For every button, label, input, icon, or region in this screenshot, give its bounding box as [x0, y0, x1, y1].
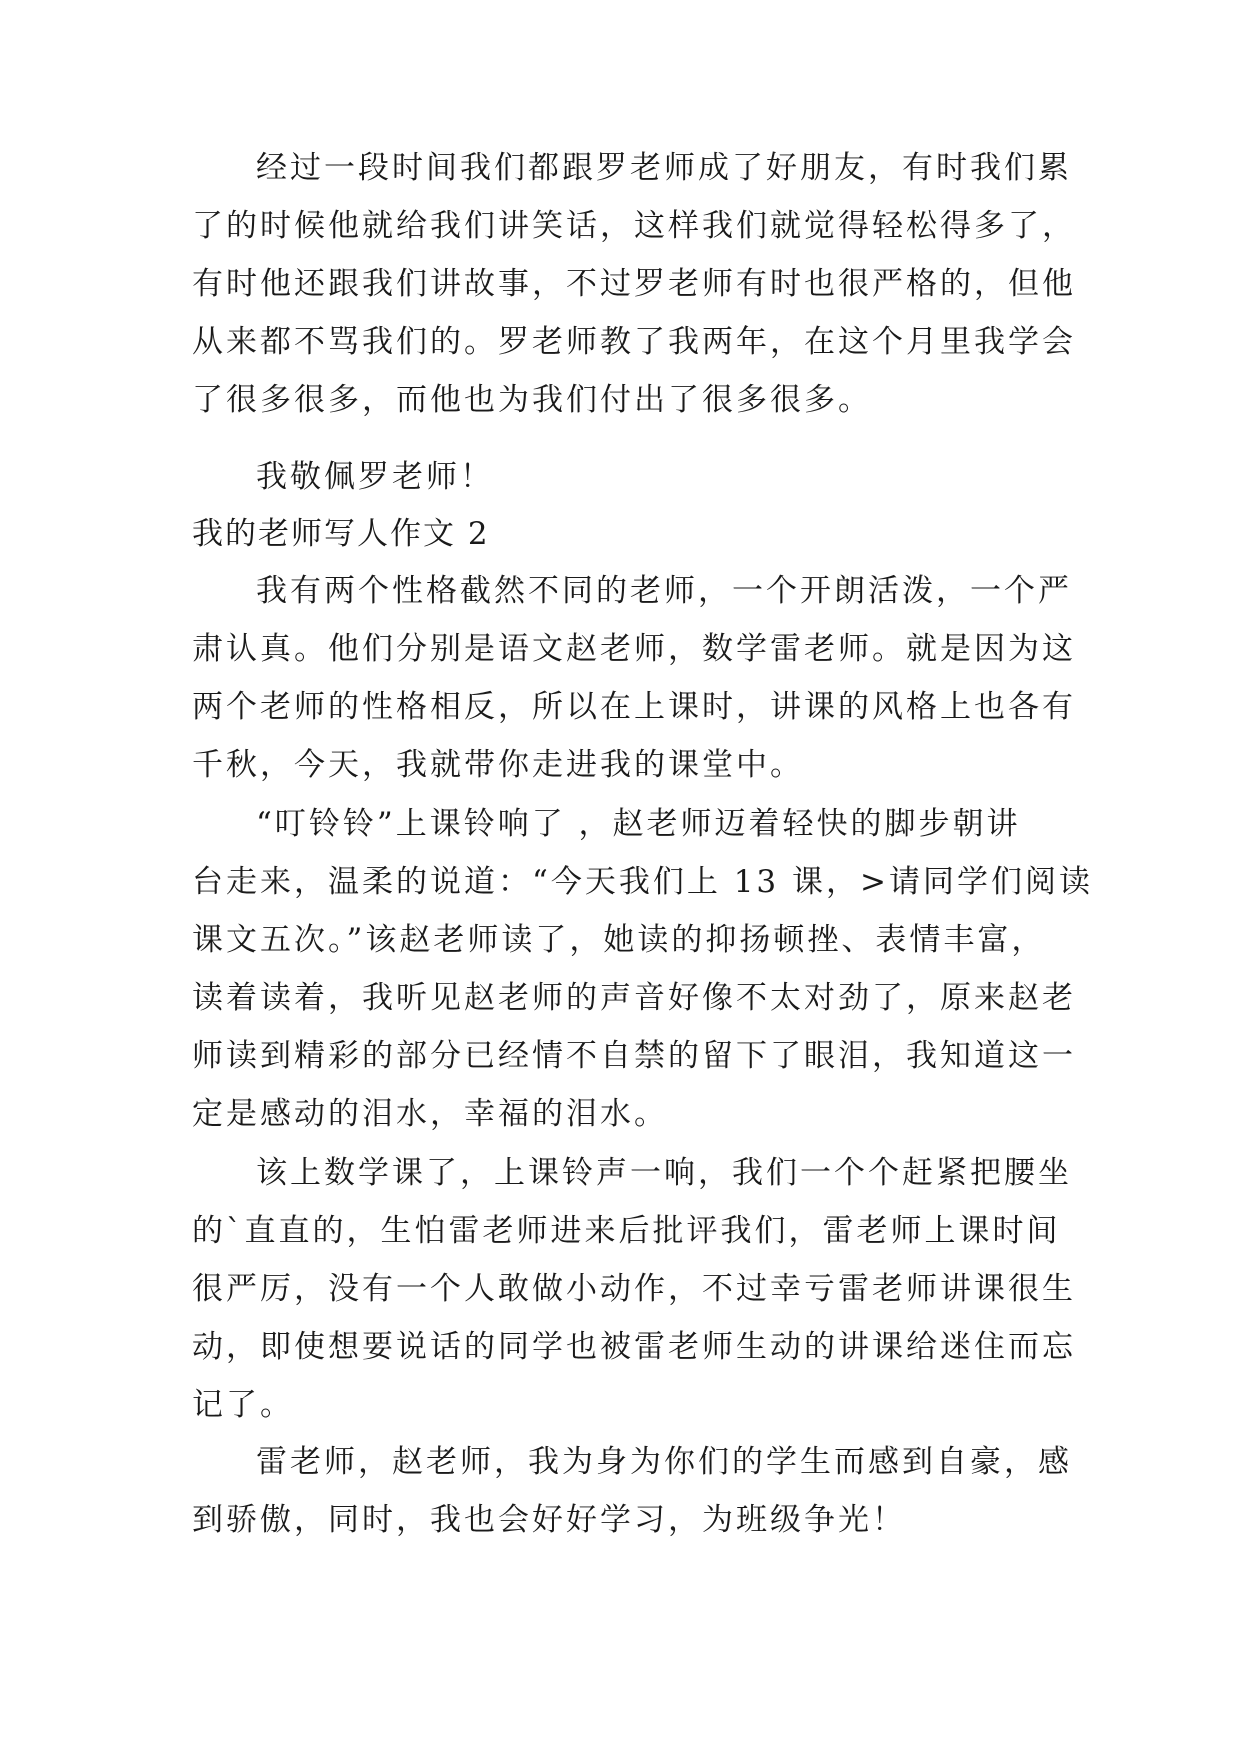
paragraph-line: 我敬佩罗老师！	[256, 459, 494, 495]
paragraph-line: 该上数学课了，上课铃声一响，我们一个个赶紧把腰坐	[256, 1155, 1072, 1191]
paragraph-line: 有时他还跟我们讲故事，不过罗老师有时也很严格的，但他	[192, 266, 1076, 302]
paragraph-line: 很严厉，没有一个人敢做小动作，不过幸亏雷老师讲课很生	[192, 1271, 1076, 1307]
paragraph-line: 动，即使想要说话的同学也被雷老师生动的讲课给迷住而忘	[192, 1329, 1076, 1365]
paragraph-line: 经过一段时间我们都跟罗老师成了好朋友，有时我们累	[256, 150, 1072, 186]
paragraph-line: 台走来，温柔的说道：“今天我们上 13 课，>请同学们阅读	[192, 864, 1093, 900]
paragraph-line: 我有两个性格截然不同的老师，一个开朗活泼，一个严	[256, 573, 1072, 609]
paragraph-6	[192, 1433, 1072, 1549]
paragraph-line: 两个老师的性格相反，所以在上课时，讲课的风格上也各有	[192, 689, 1076, 725]
paragraph-line: “叮铃铃”上课铃响了 ，赵老师迈着轻快的脚步朝讲	[256, 806, 1021, 842]
section-heading	[192, 505, 1060, 563]
heading-text: 我的老师写人作文 2	[192, 516, 490, 552]
paragraph-line: 了很多很多，而他也为我们付出了很多很多。	[192, 382, 872, 418]
paragraph-line: 记了。	[192, 1387, 294, 1423]
paragraph-line: 雷老师，赵老师，我为身为你们的学生而感到自豪，感	[256, 1444, 1072, 1480]
paragraph-line: 定是感动的泪水，幸福的泪水。	[192, 1096, 668, 1132]
paragraph-2	[192, 448, 1060, 506]
paragraph-3	[192, 562, 1076, 794]
paragraph-line: 的`直直的，生怕雷老师进来后批评我们，雷老师上课时间	[192, 1213, 1061, 1249]
paragraph-line: 肃认真。他们分别是语文赵老师，数学雷老师。就是因为这	[192, 631, 1076, 667]
paragraph-line: 读着读着，我听见赵老师的声音好像不太对劲了，原来赵老	[192, 980, 1076, 1016]
paragraph-1	[192, 139, 1076, 429]
paragraph-line: 从来都不骂我们的。罗老师教了我两年，在这个月里我学会	[192, 324, 1076, 360]
paragraph-line: 课文五次。”该赵老师读了，她读的抑扬顿挫、表情丰富，	[192, 922, 1046, 958]
paragraph-line: 师读到精彩的部分已经情不自禁的留下了眼泪，我知道这一	[192, 1038, 1076, 1074]
paragraph-line: 到骄傲，同时，我也会好好学习，为班级争光！	[192, 1502, 906, 1538]
paragraph-5	[192, 1144, 1076, 1434]
paragraph-line: 了的时候他就给我们讲笑话，这样我们就觉得轻松得多了，	[192, 208, 1076, 244]
paragraph-line: 千秋，今天，我就带你走进我的课堂中。	[192, 747, 804, 783]
paragraph-4	[192, 795, 1093, 1143]
